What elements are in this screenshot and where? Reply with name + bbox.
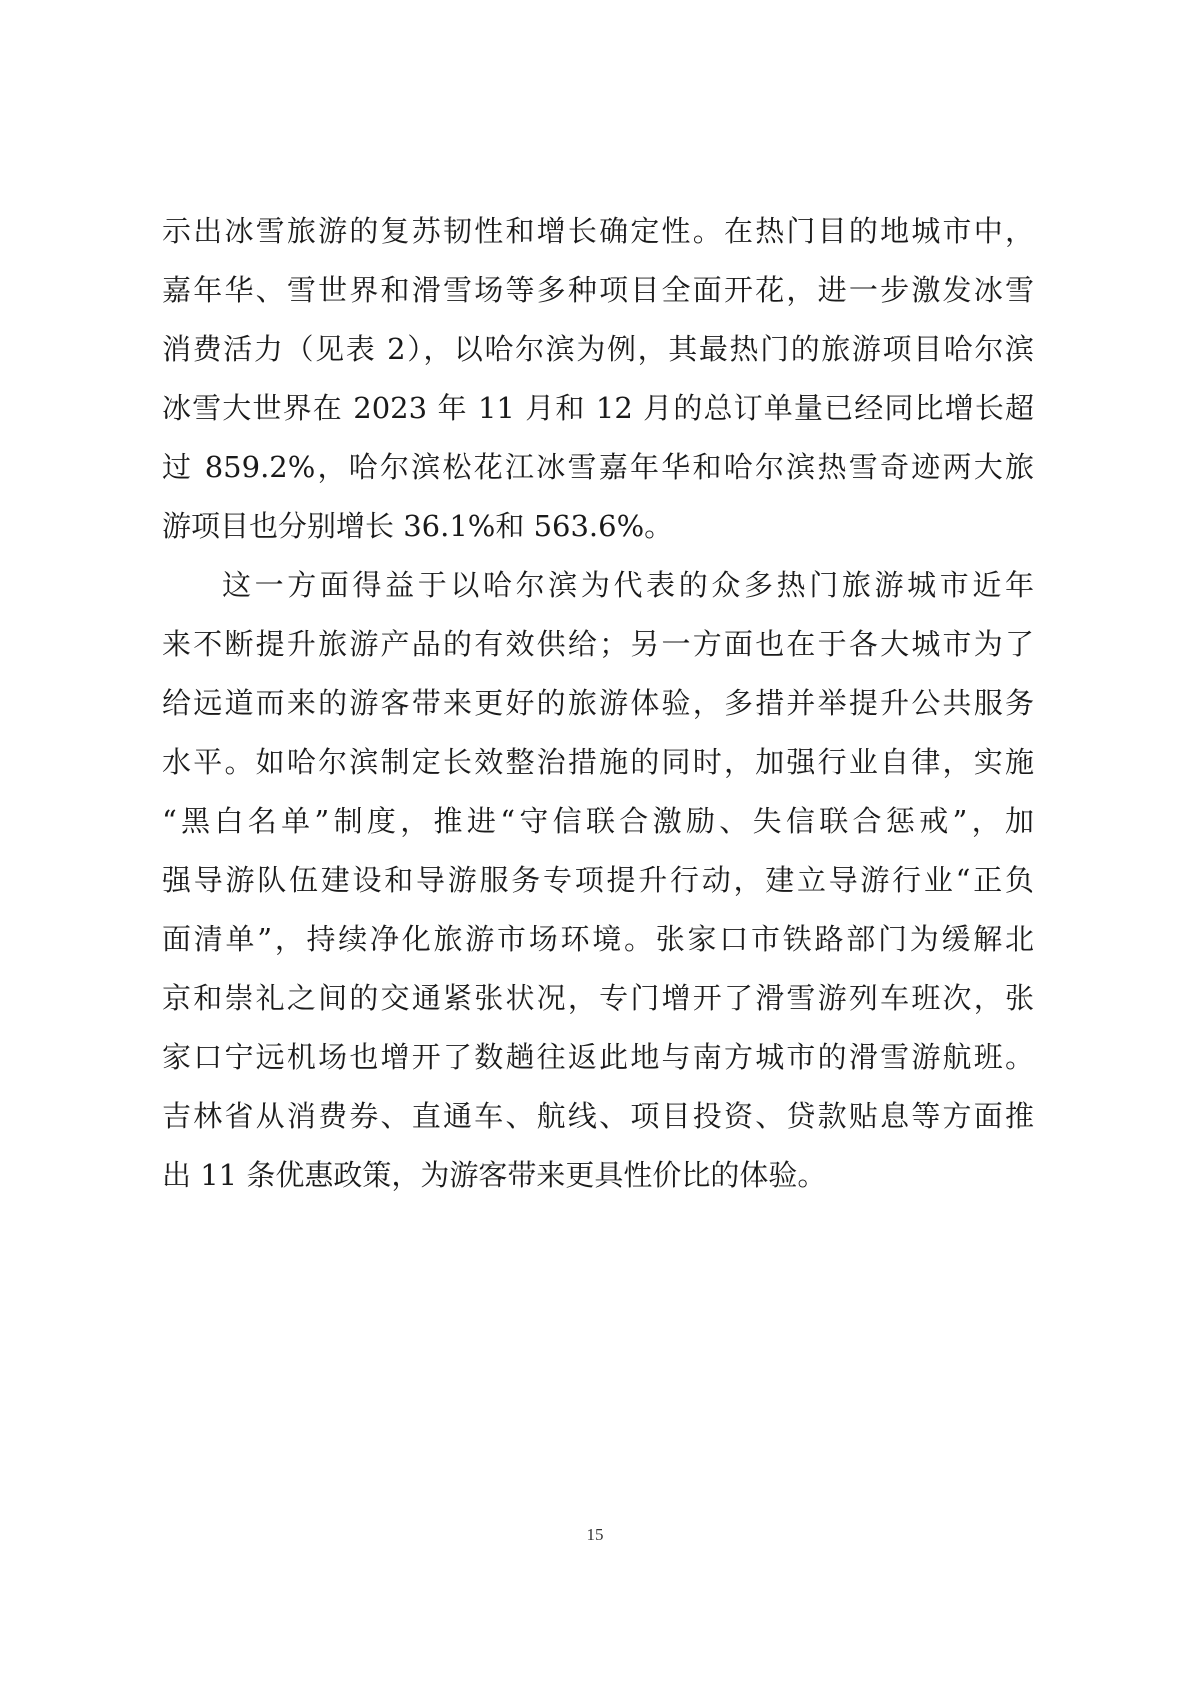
body-text: [162, 202, 1034, 1205]
text-line: 强导游队伍建设和导游服务专项提升行动，建立导游行业“正负: [162, 863, 1034, 897]
text-line: 来不断提升旅游产品的有效供给；另一方面也在于各大城市为了: [162, 627, 1034, 661]
text-line: 过 859.2%，哈尔滨松花江冰雪嘉年华和哈尔滨热雪奇迹两大旅: [162, 450, 1034, 484]
text-line: 京和崇礼之间的交通紧张状况，专门增开了滑雪游列车班次，张: [162, 981, 1034, 1015]
paragraph-1: [162, 202, 1034, 556]
page-number: 15: [586, 1525, 604, 1544]
text-line: 给远道而来的游客带来更好的旅游体验，多措并举提升公共服务: [162, 686, 1034, 720]
text-line: 家口宁远机场也增开了数趟往返此地与南方城市的滑雪游航班。: [162, 1040, 1034, 1074]
text-line: 这一方面得益于以哈尔滨为代表的众多热门旅游城市近年: [222, 568, 1034, 602]
text-line: “黑白名单”制度，推进“守信联合激励、失信联合惩戒”，加: [162, 804, 1034, 838]
text-line: 消费活力（见表 2），以哈尔滨为例，其最热门的旅游项目哈尔滨: [162, 332, 1034, 366]
text-line: 游项目也分别增长 36.1%和 563.6%。: [162, 509, 674, 543]
text-line: 嘉年华、雪世界和滑雪场等多种项目全面开花，进一步激发冰雪: [162, 273, 1034, 307]
text-line: 出 11 条优惠政策，为游客带来更具性价比的体验。: [162, 1158, 827, 1192]
text-line: 吉林省从消费券、直通车、航线、项目投资、贷款贴息等方面推: [162, 1099, 1034, 1133]
text-line: 示出冰雪旅游的复苏韧性和增长确定性。在热门目的地城市中，: [162, 214, 1034, 248]
paragraph-2: [162, 556, 1034, 1205]
text-line: 面清单”，持续净化旅游市场环境。张家口市铁路部门为缓解北: [162, 922, 1034, 956]
text-line: 水平。如哈尔滨制定长效整治措施的同时，加强行业自律，实施: [162, 745, 1034, 779]
text-line: 冰雪大世界在 2023 年 11 月和 12 月的总订单量已经同比增长超: [162, 391, 1034, 425]
